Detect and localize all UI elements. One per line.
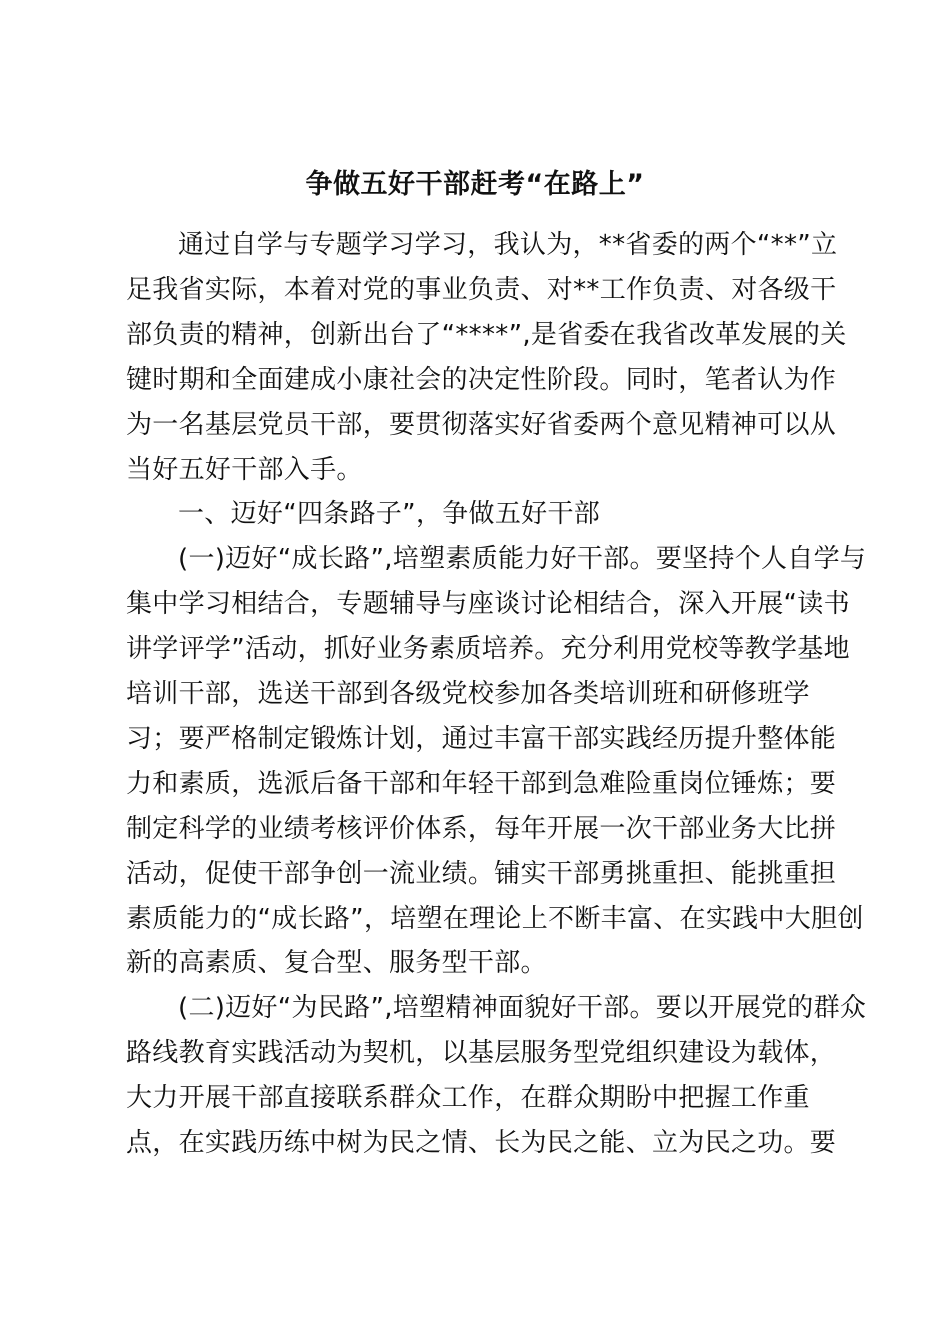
paragraph-2-line-5: 习；要严格制定锻炼计划，通过丰富干部实践经历提升整体能: [126, 724, 837, 754]
paragraph-3-line-1: (二)迈好“为民路”,培塑精神面貌好干部。要以开展党的群众: [178, 993, 867, 1023]
paragraph-1-line-5: 为一名基层党员干部，要贯彻落实好省委两个意见精神可以从: [126, 410, 837, 440]
section-heading-1: 一、迈好“四条路子”，争做五好干部: [178, 499, 601, 529]
paragraph-2-line-10: 新的高素质、复合型、服务型干部。: [126, 948, 547, 978]
paragraph-1-line-1: 通过自学与专题学习学习，我认为，**省委的两个“**”立: [178, 230, 838, 260]
paragraph-3-line-3: 大力开展干部直接联系群众工作，在群众期盼中把握工作重: [126, 1083, 810, 1113]
paragraph-2-line-4: 培训干部，选送干部到各级党校参加各类培训班和研修班学: [126, 679, 810, 709]
paragraph-1-line-4: 键时期和全面建成小康社会的决定性阶段。同时，笔者认为作: [126, 365, 837, 395]
paragraph-1-line-2: 足我省实际，本着对党的事业负责、对**工作负责、对各级干: [126, 275, 837, 305]
paragraph-2-line-1: (一)迈好“成长路”,培塑素质能力好干部。要坚持个人自学与: [178, 544, 867, 574]
paragraph-3-line-4: 点，在实践历练中树为民之情、长为民之能、立为民之功。要: [126, 1128, 837, 1158]
document-title: 争做五好干部赶考“在路上”: [305, 169, 645, 200]
paragraph-2-line-6: 力和素质，选派后备干部和年轻干部到急难险重岗位锤炼；要: [126, 769, 837, 799]
paragraph-2-line-9: 素质能力的“成长路”，培塑在理论上不断丰富、在实践中大胆创: [126, 904, 864, 934]
paragraph-1-line-6: 当好五好干部入手。: [126, 455, 363, 485]
paragraph-2-line-3: 讲学评学”活动，抓好业务素质培养。充分利用党校等教学基地: [126, 634, 850, 664]
paragraph-2-line-7: 制定科学的业绩考核评价体系，每年开展一次干部业务大比拼: [126, 814, 837, 844]
paragraph-2-line-2: 集中学习相结合，专题辅导与座谈讨论相结合，深入开展“读书: [126, 589, 850, 619]
paragraph-2-line-8: 活动，促使干部争创一流业绩。铺实干部勇挑重担、能挑重担: [126, 859, 837, 889]
paragraph-1-line-3: 部负责的精神，创新出台了“****”,是省委在我省改革发展的关: [126, 320, 847, 350]
paragraph-3-line-2: 路线教育实践活动为契机，以基层服务型党组织建设为载体，: [126, 1038, 837, 1068]
